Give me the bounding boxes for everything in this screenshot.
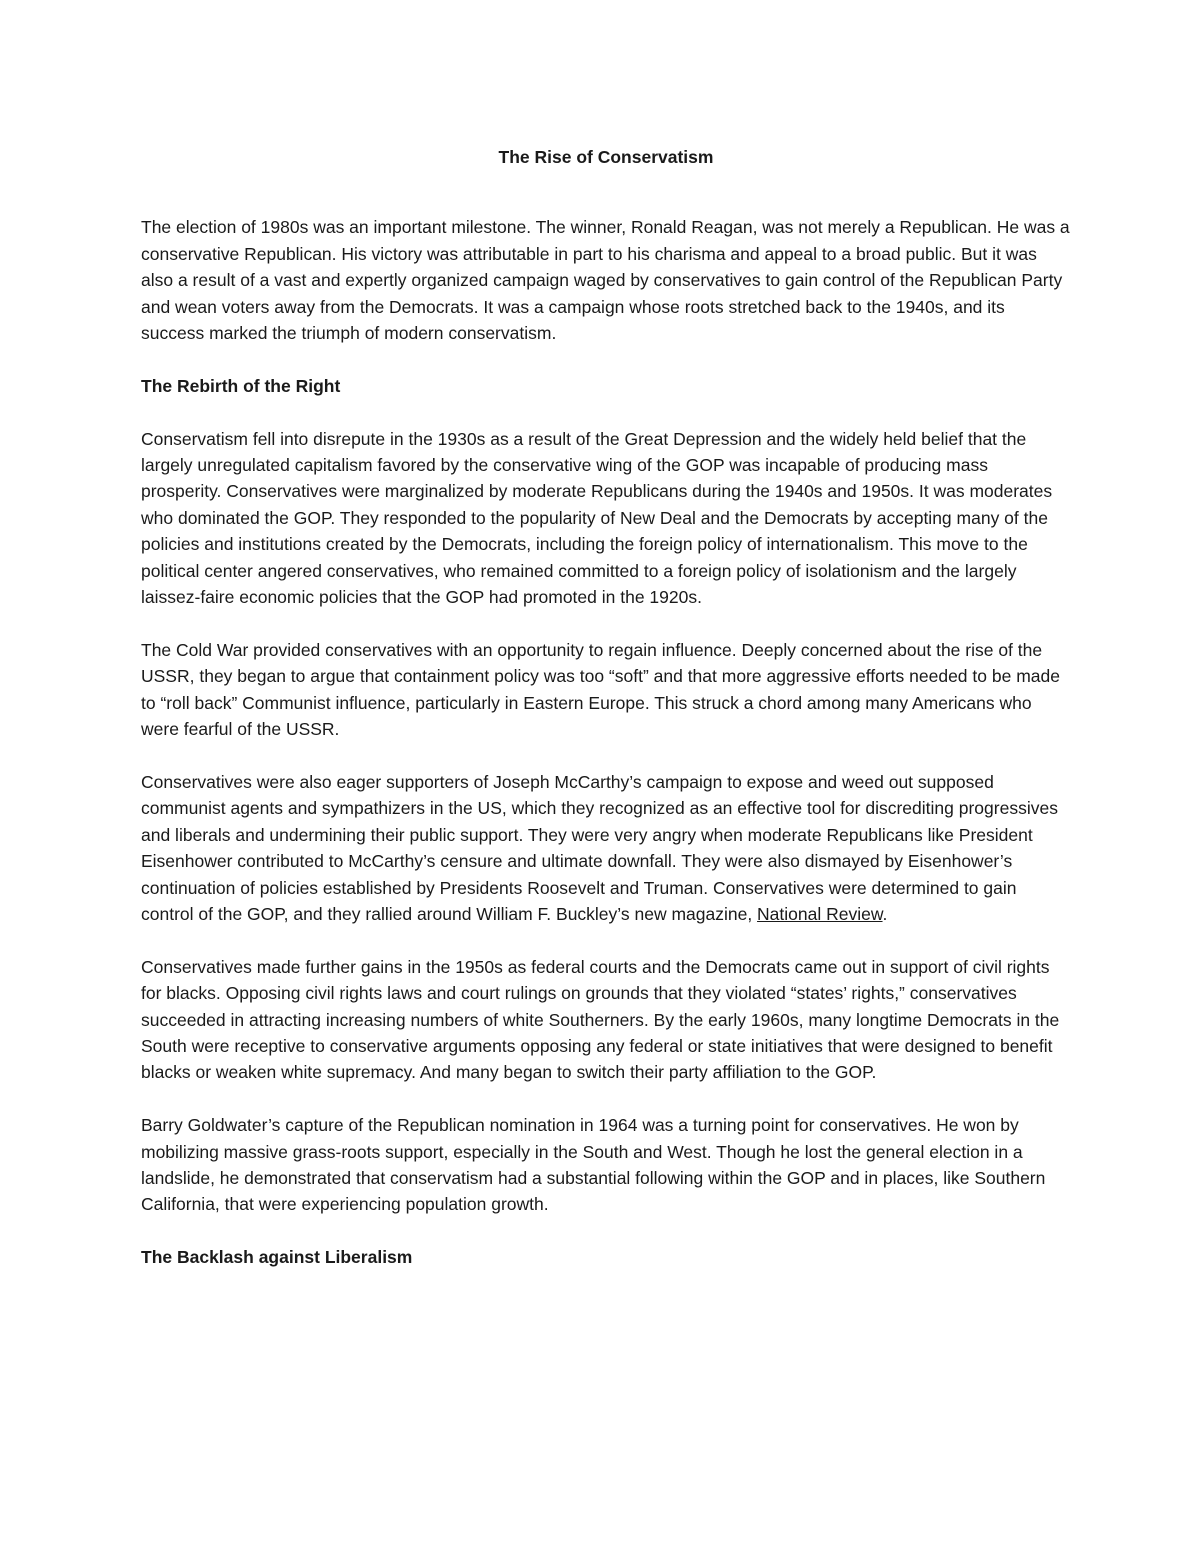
intro-paragraph: The election of 1980s was an important milestone. The winner, Ronald Reagan, was not merely a Republican. He was a conservative Republican. His victory was attributable in part to his charisma and appeal to a broad public. But it was also a result of a vast and expertly organized campaign waged by conservatives to gain control of the Republican Party and wean voters away from the Democrats. It was a campaign whose roots stretched back to the 1940s, and its success marked the triumph of modern conservatism.	[141, 217, 1070, 344]
section-heading-backlash: The Backlash against Liberalism	[141, 1247, 413, 1268]
national-review-title: National Review	[757, 903, 883, 924]
paragraph-conservatism-disrepute: Conservatism fell into disrepute in the 1930s as a result of the Great Depression and the widely held belief that the largely unregulated capitalism favored by the conservative wing of the GOP was incapable of producing mass prosperity. Conservatives were marginalized by moderate Republicans during the 1940s and 1950s. It was moderates who dominated the GOP. They responded to the popularity of New Deal and the Democrats by accepting many of the policies and institutions created by the Democrats, including the foreign policy of internationalism. This move to the political center angered conservatives, who remained committed to a foreign policy of isolationism and the largely laissez-faire economic policies that the GOP had promoted in the 1920s.	[141, 428, 1053, 608]
paragraph-civil-rights: Conservatives made further gains in the 1950s as federal courts and the Democrats came out in support of civil rights for blacks. Opposing civil rights laws and court rulings on grounds that they violated “states’ rights,” conservatives succeeded in attracting increasing numbers of white Southerners. By the early 1960s, many longtime Democrats in the South were receptive to conservative arguments opposing any federal or state initiatives that were designed to benefit blacks or weaken white supremacy. And many began to switch their party affiliation to the GOP.	[141, 956, 1060, 1083]
document-page	[141, 140, 1071, 1297]
paragraph-mccarthy-text: Conservatives were also eager supporters of Joseph McCarthy’s campaign to expose and weed out supposed communist agents and sympathizers in the US, which they recognized as an effective tool for discrediting progressives and liberals and undermining their public support. They were very angry when moderate Republicans like President Eisenhower contributed to McCarthy’s censure and ultimate downfall. They were also dismayed by Eisenhower’s continuation of policies established by Presidents Roosevelt and Truman. Conservatives were determined to gain control of the GOP, and they rallied around William F. Buckley’s new magazine,	[141, 771, 1058, 924]
paragraph-mccarthy-end: .	[882, 903, 888, 924]
paragraph-cold-war: The Cold War provided conservatives with an opportunity to regain influence. Deeply concerned about the rise of the USSR, they began to argue that containment policy was too “soft” and that more aggressive efforts needed to be made to “roll back” Communist influence, particularly in Eastern Europe. This struck a chord among many Americans who were fearful of the USSR.	[141, 639, 1060, 740]
section-heading-rebirth: The Rebirth of the Right	[141, 375, 341, 396]
document-title: The Rise of Conservatism	[498, 147, 714, 167]
paragraph-mccarthy	[141, 769, 1071, 927]
paragraph-goldwater: Barry Goldwater’s capture of the Republican nomination in 1964 was a turning point for conservatives. He won by mobilizing massive grass-roots support, especially in the South and West. Though he lost the general election in a landslide, he demonstrated that conservatism had a substantial following within the GOP and in places, like Southern California, that were experiencing population growth.	[141, 1115, 1046, 1215]
